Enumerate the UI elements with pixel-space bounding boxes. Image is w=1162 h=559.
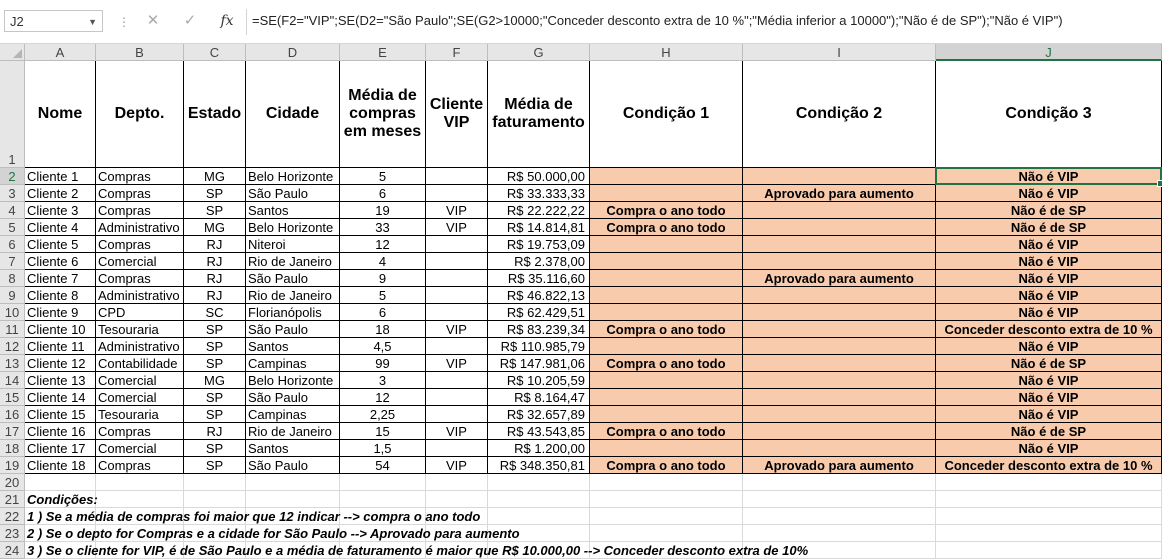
cell-condicao-3[interactable]: Não é VIP bbox=[936, 236, 1162, 253]
cell-media-compras[interactable]: 4 bbox=[340, 253, 426, 270]
cell-media-compras[interactable]: 3 bbox=[340, 372, 426, 389]
cell-condicao-3[interactable]: Não é de SP bbox=[936, 219, 1162, 236]
cell-condicao-3[interactable]: Não é VIP bbox=[936, 185, 1162, 202]
note-line: 3 ) Se o cliente for VIP, é de São Paulo e a média de faturamento é maior que R$ 10.000,00 --> Conceder desconto extra de 10% bbox=[27, 543, 809, 558]
cell-nome[interactable]: Cliente 3 bbox=[25, 202, 96, 219]
cell-cidade[interactable]: Rio de Janeiro bbox=[246, 423, 340, 440]
cell-faturamento[interactable]: R$ 19.753,09 bbox=[488, 236, 590, 253]
cell-media-compras[interactable]: 33 bbox=[340, 219, 426, 236]
row-header-4[interactable]: 4 bbox=[0, 202, 25, 219]
row-header-7[interactable]: 7 bbox=[0, 253, 25, 270]
cell-condicao-2[interactable] bbox=[743, 440, 936, 457]
cell-nome[interactable]: Cliente 10 bbox=[25, 321, 96, 338]
cell-depto[interactable]: Compras bbox=[96, 168, 184, 185]
cell-nome[interactable]: Cliente 9 bbox=[25, 304, 96, 321]
cell-condicao-1[interactable] bbox=[590, 270, 743, 287]
cell-estado[interactable]: SP bbox=[184, 406, 246, 423]
cell-cliente-vip[interactable] bbox=[426, 168, 488, 185]
cell-cidade[interactable]: Belo Horizonte bbox=[246, 372, 340, 389]
cell-cidade[interactable]: São Paulo bbox=[246, 389, 340, 406]
cell-media-compras[interactable]: 15 bbox=[340, 423, 426, 440]
cell-depto[interactable]: Compras bbox=[96, 423, 184, 440]
cell-cidade[interactable]: São Paulo bbox=[246, 270, 340, 287]
cell-cidade[interactable]: São Paulo bbox=[246, 321, 340, 338]
cell-estado[interactable]: SP bbox=[184, 440, 246, 457]
cell-condicao-1[interactable]: Compra o ano todo bbox=[590, 202, 743, 219]
enter-icon[interactable]: ✓ bbox=[183, 12, 197, 29]
cell-faturamento[interactable]: R$ 46.822,13 bbox=[488, 287, 590, 304]
cell-media-compras[interactable]: 6 bbox=[340, 304, 426, 321]
cell-media-compras[interactable]: 18 bbox=[340, 321, 426, 338]
cell-nome[interactable]: Cliente 13 bbox=[25, 372, 96, 389]
cell-condicao-2[interactable] bbox=[743, 338, 936, 355]
row-header-24[interactable]: 24 bbox=[0, 542, 25, 559]
note-line: 1 ) Se a média de compras foi maior que 12 indicar --> compra o ano todo bbox=[27, 509, 481, 524]
cell-nome[interactable]: Cliente 7 bbox=[25, 270, 96, 287]
column-header-d[interactable]: D bbox=[246, 44, 340, 61]
cell-faturamento[interactable]: R$ 43.543,85 bbox=[488, 423, 590, 440]
cell-cidade[interactable]: São Paulo bbox=[246, 457, 340, 474]
cell-faturamento[interactable]: R$ 1.200,00 bbox=[488, 440, 590, 457]
cell-cliente-vip[interactable] bbox=[426, 338, 488, 355]
cell-nome[interactable]: Cliente 11 bbox=[25, 338, 96, 355]
cell-media-compras[interactable]: 5 bbox=[340, 168, 426, 185]
cell-faturamento[interactable]: R$ 8.164,47 bbox=[488, 389, 590, 406]
empty-cell[interactable] bbox=[96, 474, 184, 491]
cell-condicao-2[interactable] bbox=[743, 202, 936, 219]
cell-media-compras[interactable]: 2,25 bbox=[340, 406, 426, 423]
cell-cliente-vip[interactable] bbox=[426, 236, 488, 253]
cell-nome[interactable]: Cliente 17 bbox=[25, 440, 96, 457]
cell-faturamento[interactable]: R$ 14.814,81 bbox=[488, 219, 590, 236]
cell-cidade[interactable]: São Paulo bbox=[246, 185, 340, 202]
selected-cell-j2[interactable] bbox=[935, 167, 1162, 185]
cell-condicao-2[interactable] bbox=[743, 219, 936, 236]
cell-faturamento[interactable]: R$ 110.985,79 bbox=[488, 338, 590, 355]
cell-cliente-vip[interactable] bbox=[426, 440, 488, 457]
header-media-faturamento[interactable]: Média de faturamento bbox=[488, 61, 590, 168]
header-cliente-vip[interactable]: Cliente VIP bbox=[426, 61, 488, 168]
cell-condicao-3[interactable]: Conceder desconto extra de 10 % bbox=[936, 457, 1162, 474]
row-header-3[interactable]: 3 bbox=[0, 185, 25, 202]
cell-media-compras[interactable]: 99 bbox=[340, 355, 426, 372]
cell-depto[interactable]: Compras bbox=[96, 185, 184, 202]
cell-depto[interactable]: Comercial bbox=[96, 440, 184, 457]
cell-estado[interactable]: RJ bbox=[184, 287, 246, 304]
cell-estado[interactable]: SP bbox=[184, 355, 246, 372]
column-header-e[interactable]: E bbox=[340, 44, 426, 61]
cell-condicao-1[interactable]: Compra o ano todo bbox=[590, 219, 743, 236]
cell-cliente-vip[interactable]: VIP bbox=[426, 219, 488, 236]
cell-nome[interactable]: Cliente 12 bbox=[25, 355, 96, 372]
column-header-c[interactable]: C bbox=[184, 44, 246, 61]
row-header-14[interactable]: 14 bbox=[0, 372, 25, 389]
cell-depto[interactable]: Tesouraria bbox=[96, 406, 184, 423]
cell-nome[interactable]: Cliente 18 bbox=[25, 457, 96, 474]
cell-condicao-3[interactable]: Não é de SP bbox=[936, 202, 1162, 219]
cell-condicao-3[interactable]: Não é VIP bbox=[936, 440, 1162, 457]
cell-cliente-vip[interactable]: VIP bbox=[426, 457, 488, 474]
row-header-23[interactable]: 23 bbox=[0, 525, 25, 542]
cell-condicao-1[interactable]: Compra o ano todo bbox=[590, 355, 743, 372]
cell-nome[interactable]: Cliente 1 bbox=[25, 168, 96, 185]
cell-condicao-3[interactable]: Não é VIP bbox=[936, 406, 1162, 423]
header-media-compras[interactable]: Média de compras em meses bbox=[340, 61, 426, 168]
cell-condicao-2[interactable] bbox=[743, 287, 936, 304]
cell-estado[interactable]: SP bbox=[184, 389, 246, 406]
cell-condicao-2[interactable] bbox=[743, 236, 936, 253]
row-header-12[interactable]: 12 bbox=[0, 338, 25, 355]
cell-media-compras[interactable]: 1,5 bbox=[340, 440, 426, 457]
cell-estado[interactable]: SP bbox=[184, 338, 246, 355]
cell-condicao-3[interactable]: Conceder desconto extra de 10 % bbox=[936, 321, 1162, 338]
cell-cidade[interactable]: Campinas bbox=[246, 355, 340, 372]
cell-condicao-1[interactable]: Compra o ano todo bbox=[590, 457, 743, 474]
chevron-down-icon[interactable]: ▼ bbox=[88, 17, 97, 27]
cell-faturamento[interactable]: R$ 33.333,33 bbox=[488, 185, 590, 202]
empty-cell[interactable] bbox=[246, 474, 340, 491]
cell-media-compras[interactable]: 12 bbox=[340, 389, 426, 406]
cell-condicao-2[interactable] bbox=[743, 423, 936, 440]
cell-cliente-vip[interactable]: VIP bbox=[426, 355, 488, 372]
cell-faturamento[interactable]: R$ 35.116,60 bbox=[488, 270, 590, 287]
cell-cidade[interactable]: Florianópolis bbox=[246, 304, 340, 321]
row-header-1[interactable]: 1 bbox=[0, 61, 25, 168]
cell-nome[interactable]: Cliente 4 bbox=[25, 219, 96, 236]
name-box-value: J2 bbox=[10, 14, 24, 29]
cell-condicao-1[interactable] bbox=[590, 236, 743, 253]
note-line: 2 ) Se o depto for Compras e a cidade for São Paulo --> Aprovado para aumento bbox=[27, 526, 520, 541]
cell-condicao-1[interactable] bbox=[590, 304, 743, 321]
cell-depto[interactable]: Administrativo bbox=[96, 338, 184, 355]
cell-nome[interactable]: Cliente 5 bbox=[25, 236, 96, 253]
cell-cliente-vip[interactable] bbox=[426, 406, 488, 423]
cell-estado[interactable]: SP bbox=[184, 185, 246, 202]
cell-condicao-1[interactable] bbox=[590, 406, 743, 423]
select-all-button[interactable] bbox=[0, 44, 25, 61]
cell-condicao-3[interactable]: Não é de SP bbox=[936, 355, 1162, 372]
cell-cidade[interactable]: Rio de Janeiro bbox=[246, 287, 340, 304]
cell-estado[interactable]: MG bbox=[184, 372, 246, 389]
name-box[interactable] bbox=[4, 10, 103, 32]
cell-faturamento[interactable]: R$ 62.429,51 bbox=[488, 304, 590, 321]
cell-estado[interactable]: RJ bbox=[184, 253, 246, 270]
column-header-g[interactable]: G bbox=[488, 44, 590, 61]
cell-condicao-2[interactable] bbox=[743, 389, 936, 406]
column-header-i[interactable]: I bbox=[743, 44, 936, 61]
cell-cidade[interactable]: Rio de Janeiro bbox=[246, 253, 340, 270]
cell-cidade[interactable]: Niteroi bbox=[246, 236, 340, 253]
column-header-f[interactable]: F bbox=[426, 44, 488, 61]
cell-faturamento[interactable]: R$ 32.657,89 bbox=[488, 406, 590, 423]
row-header-11[interactable]: 11 bbox=[0, 321, 25, 338]
cell-condicao-3[interactable]: Não é VIP bbox=[936, 270, 1162, 287]
cell-depto[interactable]: Compras bbox=[96, 236, 184, 253]
cell-estado[interactable]: MG bbox=[184, 168, 246, 185]
cell-faturamento[interactable]: R$ 2.378,00 bbox=[488, 253, 590, 270]
cell-cliente-vip[interactable] bbox=[426, 304, 488, 321]
cell-estado[interactable]: RJ bbox=[184, 423, 246, 440]
cell-cliente-vip[interactable]: VIP bbox=[426, 321, 488, 338]
cell-depto[interactable]: Administrativo bbox=[96, 219, 184, 236]
cell-cidade[interactable]: Santos bbox=[246, 202, 340, 219]
cell-cliente-vip[interactable] bbox=[426, 253, 488, 270]
cell-condicao-3[interactable]: Não é VIP bbox=[936, 304, 1162, 321]
cell-depto[interactable]: CPD bbox=[96, 304, 184, 321]
row-header-20[interactable]: 20 bbox=[0, 474, 25, 491]
header-cond3[interactable]: Condição 3 bbox=[936, 61, 1162, 168]
cell-media-compras[interactable]: 5 bbox=[340, 287, 426, 304]
cell-condicao-2[interactable]: Aprovado para aumento bbox=[743, 457, 936, 474]
cell-depto[interactable]: Compras bbox=[96, 270, 184, 287]
cancel-icon[interactable]: ✕ bbox=[146, 12, 160, 29]
header-cond2[interactable]: Condição 2 bbox=[743, 61, 936, 168]
formula-input[interactable]: =SE(F2="VIP";SE(D2="São Paulo";SE(G2>10000;"Conceder desconto extra de 10 %";"Média inferior a 10000");"Não é de SP");"Não é VIP") bbox=[252, 13, 1063, 28]
cell-condicao-3[interactable]: Não é VIP bbox=[936, 253, 1162, 270]
cell-nome[interactable]: Cliente 16 bbox=[25, 423, 96, 440]
cell-condicao-1[interactable]: Compra o ano todo bbox=[590, 321, 743, 338]
cell-cidade[interactable]: Santos bbox=[246, 338, 340, 355]
cell-estado[interactable]: SC bbox=[184, 304, 246, 321]
empty-cell[interactable] bbox=[590, 474, 743, 491]
cell-condicao-2[interactable] bbox=[743, 355, 936, 372]
empty-cell[interactable] bbox=[936, 474, 1162, 491]
formula-bar-grip-icon[interactable]: ⋮ bbox=[118, 15, 130, 29]
cell-cliente-vip[interactable] bbox=[426, 372, 488, 389]
empty-cell[interactable] bbox=[743, 474, 936, 491]
cell-cliente-vip[interactable] bbox=[426, 389, 488, 406]
insert-function-icon[interactable]: fx bbox=[220, 13, 234, 29]
cell-faturamento[interactable]: R$ 83.239,34 bbox=[488, 321, 590, 338]
row-header-15[interactable]: 15 bbox=[0, 389, 25, 406]
row-header-16[interactable]: 16 bbox=[0, 406, 25, 423]
cell-condicao-3[interactable]: Não é VIP bbox=[936, 389, 1162, 406]
header-nome[interactable]: Nome bbox=[25, 61, 96, 168]
empty-cell[interactable] bbox=[340, 474, 426, 491]
header-cidade[interactable]: Cidade bbox=[246, 61, 340, 168]
row-header-18[interactable]: 18 bbox=[0, 440, 25, 457]
row-header-6[interactable]: 6 bbox=[0, 236, 25, 253]
cell-condicao-1[interactable] bbox=[590, 372, 743, 389]
header-cond1[interactable]: Condição 1 bbox=[590, 61, 743, 168]
cell-cliente-vip[interactable] bbox=[426, 287, 488, 304]
cell-nome[interactable]: Cliente 8 bbox=[25, 287, 96, 304]
cell-condicao-1[interactable] bbox=[590, 253, 743, 270]
cell-cliente-vip[interactable]: VIP bbox=[426, 202, 488, 219]
empty-cell[interactable] bbox=[488, 474, 590, 491]
cell-condicao-2[interactable] bbox=[743, 372, 936, 389]
cell-nome[interactable]: Cliente 15 bbox=[25, 406, 96, 423]
formula-bar-divider bbox=[246, 9, 247, 35]
cell-cliente-vip[interactable] bbox=[426, 185, 488, 202]
cell-condicao-1[interactable] bbox=[590, 168, 743, 185]
cell-media-compras[interactable]: 19 bbox=[340, 202, 426, 219]
cell-faturamento[interactable]: R$ 10.205,59 bbox=[488, 372, 590, 389]
cell-depto[interactable]: Comercial bbox=[96, 253, 184, 270]
column-header-j[interactable]: J bbox=[936, 44, 1162, 61]
cell-estado[interactable]: MG bbox=[184, 219, 246, 236]
cell-media-compras[interactable]: 12 bbox=[340, 236, 426, 253]
cell-condicao-1[interactable] bbox=[590, 287, 743, 304]
cell-depto[interactable]: Contabilidade bbox=[96, 355, 184, 372]
cell-depto[interactable]: Compras bbox=[96, 202, 184, 219]
cell-faturamento[interactable]: R$ 147.981,06 bbox=[488, 355, 590, 372]
cell-condicao-2[interactable] bbox=[743, 168, 936, 185]
cell-estado[interactable]: RJ bbox=[184, 270, 246, 287]
cell-estado[interactable]: SP bbox=[184, 321, 246, 338]
row-header-13[interactable]: 13 bbox=[0, 355, 25, 372]
row-header-8[interactable]: 8 bbox=[0, 270, 25, 287]
cell-cliente-vip[interactable] bbox=[426, 270, 488, 287]
cell-condicao-3[interactable]: Não é de SP bbox=[936, 423, 1162, 440]
empty-cell[interactable] bbox=[426, 474, 488, 491]
cell-depto[interactable]: Compras bbox=[96, 457, 184, 474]
cell-faturamento[interactable]: R$ 22.222,22 bbox=[488, 202, 590, 219]
row-header-17[interactable]: 17 bbox=[0, 423, 25, 440]
cell-condicao-1[interactable] bbox=[590, 338, 743, 355]
column-header-a[interactable]: A bbox=[25, 44, 96, 61]
row-header-9[interactable]: 9 bbox=[0, 287, 25, 304]
column-header-h[interactable]: H bbox=[590, 44, 743, 61]
cell-depto[interactable]: Tesouraria bbox=[96, 321, 184, 338]
cell-cidade[interactable]: Santos bbox=[246, 440, 340, 457]
cell-estado[interactable]: SP bbox=[184, 202, 246, 219]
row-header-19[interactable]: 19 bbox=[0, 457, 25, 474]
cell-media-compras[interactable]: 54 bbox=[340, 457, 426, 474]
cell-condicao-2[interactable] bbox=[743, 304, 936, 321]
column-header-b[interactable]: B bbox=[96, 44, 184, 61]
header-estado[interactable]: Estado bbox=[184, 61, 246, 168]
cell-depto[interactable]: Comercial bbox=[96, 372, 184, 389]
header-depto[interactable]: Depto. bbox=[96, 61, 184, 168]
note-line: Condições: bbox=[27, 492, 98, 507]
cell-nome[interactable]: Cliente 2 bbox=[25, 185, 96, 202]
cell-depto[interactable]: Comercial bbox=[96, 389, 184, 406]
cell-estado[interactable]: SP bbox=[184, 457, 246, 474]
row-header-10[interactable]: 10 bbox=[0, 304, 25, 321]
cell-faturamento[interactable]: R$ 348.350,81 bbox=[488, 457, 590, 474]
cell-condicao-1[interactable] bbox=[590, 389, 743, 406]
cell-cidade[interactable]: Belo Horizonte bbox=[246, 168, 340, 185]
cell-faturamento[interactable]: R$ 50.000,00 bbox=[488, 168, 590, 185]
formula-bar bbox=[0, 0, 1162, 45]
cell-condicao-2[interactable]: Aprovado para aumento bbox=[743, 185, 936, 202]
cell-condicao-3[interactable]: Não é VIP bbox=[936, 168, 1162, 185]
cell-condicao-2[interactable] bbox=[743, 321, 936, 338]
cell-cidade[interactable]: Campinas bbox=[246, 406, 340, 423]
cell-nome[interactable]: Cliente 6 bbox=[25, 253, 96, 270]
row-header-21[interactable]: 21 bbox=[0, 491, 25, 508]
cell-media-compras[interactable]: 9 bbox=[340, 270, 426, 287]
cell-estado[interactable]: RJ bbox=[184, 236, 246, 253]
cell-depto[interactable]: Administrativo bbox=[96, 287, 184, 304]
cell-condicao-1[interactable] bbox=[590, 440, 743, 457]
cell-cidade[interactable]: Belo Horizonte bbox=[246, 219, 340, 236]
empty-cell[interactable] bbox=[25, 474, 96, 491]
cell-condicao-3[interactable]: Não é VIP bbox=[936, 338, 1162, 355]
empty-cell[interactable] bbox=[184, 474, 246, 491]
cell-condicao-2[interactable] bbox=[743, 406, 936, 423]
cell-condicao-2[interactable] bbox=[743, 253, 936, 270]
cell-cliente-vip[interactable]: VIP bbox=[426, 423, 488, 440]
cell-condicao-3[interactable]: Não é VIP bbox=[936, 372, 1162, 389]
cell-media-compras[interactable]: 6 bbox=[340, 185, 426, 202]
cell-condicao-2[interactable]: Aprovado para aumento bbox=[743, 270, 936, 287]
cell-condicao-1[interactable]: Compra o ano todo bbox=[590, 423, 743, 440]
row-header-22[interactable]: 22 bbox=[0, 508, 25, 525]
cell-condicao-3[interactable]: Não é VIP bbox=[936, 287, 1162, 304]
cell-condicao-1[interactable] bbox=[590, 185, 743, 202]
cell-nome[interactable]: Cliente 14 bbox=[25, 389, 96, 406]
row-header-2[interactable]: 2 bbox=[0, 168, 25, 185]
cell-media-compras[interactable]: 4,5 bbox=[340, 338, 426, 355]
row-header-5[interactable]: 5 bbox=[0, 219, 25, 236]
